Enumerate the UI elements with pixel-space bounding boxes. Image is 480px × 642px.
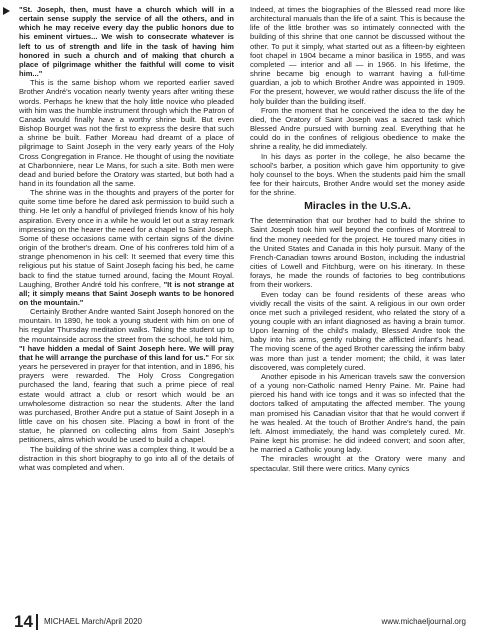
body-paragraph: The shrine was in the thoughts and prayers of the porter for quite some time before he dared ask permission to build such a thing. He let only a handful of privileged friends know of his holy aspiration. Every once in a while he would let out a stray remark impressing on the hearer the need for a chapel to Saint Joseph. Some of these occasions came with certain signs of the divine origin of the brother's dream. One of his confreres told him of a strange phenomenon in his cell: It seemed that every time this religious put his statue of Saint Joseph facing his bed, he came back to find the statue turned around, facing the Mount Royal. Laughing, Brother André told his confrere, "It is not strange at all; it simply means that Saint Joseph wants to be honored on the mountain." bbox=[19, 188, 234, 307]
body-paragraph: Indeed, at times the biographies of the Blessed read more like architectural manuals than the life of a saint. This is because the life of the little brother was so intimately connected with the building of this shrine that one cannot be discussed without the other. To put it simply, what started out as a fifteen-by eighteen foot chapel in 1904 became a minor basilica in 1955, and was completed — interior and all — in 1966. In his lifetime, the shrine became big enough to warrant having a full-time guardian, a job to which Brother Andre was appointed in 1909. For the present, however, we would rather discuss the life of the holy builder than the building itself. bbox=[250, 5, 465, 106]
inline-quote: "I have hidden a medal of Saint Joseph here. We will pray that he will arrange the purchase of this land for us." bbox=[19, 343, 234, 362]
right-column bbox=[250, 5, 465, 473]
continuation-arrow-icon bbox=[3, 7, 10, 15]
body-paragraph: Certainly Brother Andre wanted Saint Joseph honored on the mountain. In 1890, he took a young student with him on one of his regular Thursday meditation walks. Taking the student up to the mountainside across the street from the school, he told him, "I have hidden a medal of Saint Joseph here. We will pray that he will arrange the purchase of this land for us." For six years he persevered in prayer for that intention, and in 1896, his prayers were rewarded. The Holy Cross Congregation purchased the land, fearing that such a prime piece of real estate would attract a club or resort which would be an unwholesome distraction so near the students. After the land was purchased, Brother Andre put a statue of Saint Joseph in a little cave on his chosen site. Placing a bowl in front of the statue, he planned on collecting alms from Saint Joseph's petitioners, alms which would be used to build a chapel. bbox=[19, 307, 234, 445]
page-footer bbox=[14, 611, 466, 633]
website-link[interactable]: www.michaeljournal.org bbox=[381, 617, 466, 626]
body-paragraph: The determination that our brother had to build the shrine to Saint Joseph took him well beyond the confines of Montreal to find the money needed for the project. He toured many cities in the United States and Canada in this holy pursuit. Many of the French-Canadian towns around Boston, including the industrial cities of Lowell and Fitchburg, were on his itinerary. In these forays, he made the rounds of factories to beg contributions from their workers. bbox=[250, 216, 465, 290]
section-heading: Miracles in the U.S.A. bbox=[304, 200, 411, 213]
opening-quote-paragraph: "St. Joseph, then, must have a church which will in a certain sense supply the service of all the others, and in which he may receive every day the public honors due to his eminent virtues... We wish to consecrate whatever is left to us of strength and life in the task of having him honored in such a church and of making that church a place of pilgrimage whither the faithful will come to visit him..." bbox=[19, 5, 234, 79]
body-paragraph: Even today can be found residents of these areas who vividly recall the visits of the saint. A religious in our own order once met such a privileged resident, who related the story of a young couple with an infant diagnosed as having a brain tumor. Upon learning of the child's malady, Blessed Andre took the baby into his arms, gently rubbing the afflicted infant's head. The moving scene of the aged Brother caressing the infirm baby was more than just a tender moment; the child, it was later discovered, was completely cured. bbox=[250, 289, 465, 372]
body-paragraph: From the moment that he conceived the idea to the day he died, the Oratory of Saint Joseph was a sacred task which Blessed Andre pursued with burning zeal. Everything that he could do in the confines of religious obedience to make the shrine a reality, he did immediately. bbox=[250, 105, 465, 152]
body-paragraph: The miracles wrought at the Oratory were many and spectacular. Still there were critics. Many cynics bbox=[250, 454, 465, 473]
page-number: 14 bbox=[14, 612, 33, 631]
body-paragraph: In his days as porter in the college, he also became the school's barber, a position which gave him opportunity to give holy counsel to the boys. When the students paid him the small fee for their haircuts, Brother Andre would set the money aside for the shrine. bbox=[250, 151, 465, 198]
body-paragraph: The building of the shrine was a complex thing. It would be a distraction in this short biography to go into all of the details of what was completed and when. bbox=[19, 444, 234, 472]
footer-divider bbox=[36, 614, 38, 630]
body-paragraph: Another episode in his American travels saw the conversion of a young non-Catholic named Henry Paine. Mr. Paine had pierced his hand with ice tongs and it was so infected that the doctors talked of amputating the affected member. The young man promised his Canadian visitor that that he would convert if he was healed. At the touch of Brother Andre's hand, the pain left. Almost immediately, the hand was completely cured. Mr. Paine kept his promise: he did indeed convert; and soon after, he married a Catholic young lady. bbox=[250, 371, 465, 455]
left-column bbox=[19, 5, 234, 472]
inline-quote: "It is not strange at all; it simply means that Saint Joseph wants to be honored on the mountain." bbox=[19, 279, 234, 307]
body-paragraph: This is the same bishop whom we reported earlier saved Brother André's vocation nearly twenty years after writing these words. Perhaps he knew that the holy little novice who pleaded with him was the humble instrument through which the Patron of Canada would finally have a worthy shrine built. But even Bishop Bourget was not the first to express the desire that such a shrine be built. Father Moreau had dreamt of a place of pilgrimage to Saint Joseph in the very early years of the Holy Cross Congregation in France. He thought of using the novitiate at Charbonniere, near Le Mans, for such a site. Both men were dead and buried before the Oratory was started, but both had a hand in its foundation all the same. bbox=[19, 78, 234, 188]
issue-label: MICHAEL March/April 2020 bbox=[44, 617, 142, 626]
